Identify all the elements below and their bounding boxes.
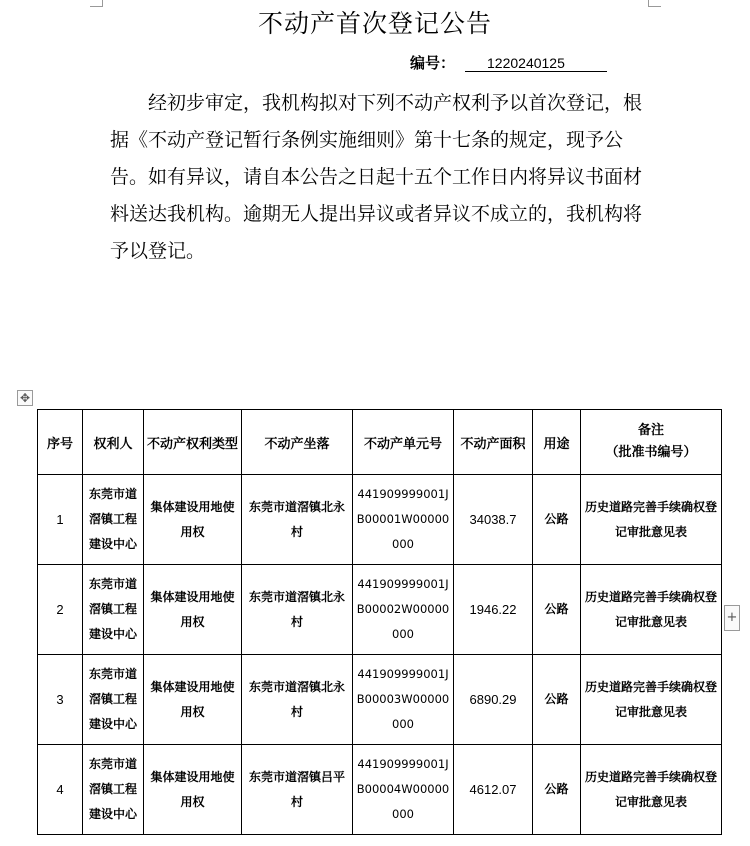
header-remark xyxy=(581,410,722,475)
header-area: 不动产面积 xyxy=(454,410,533,475)
number-label: 编号： xyxy=(410,54,456,72)
cell-right-type: 集体建设用地使用权 xyxy=(144,745,242,835)
number-value: 1220240125 xyxy=(465,55,607,72)
cell-area: 34038.7 xyxy=(454,475,533,565)
cell-remark: 历史道路完善手续确权登记审批意见表 xyxy=(581,475,722,565)
cell-seq: 2 xyxy=(38,565,83,655)
header-seq: 序号 xyxy=(38,410,83,475)
table-header-row xyxy=(38,410,722,475)
cell-location: 东莞市道滘镇吕平村 xyxy=(242,745,353,835)
table-row xyxy=(38,475,722,565)
cell-owner: 东莞市道滘镇工程建设中心 xyxy=(83,475,144,565)
announcement-body: 经初步审定，我机构拟对下列不动产权利予以首次登记，根据《不动产登记暂行条例实施细则》第十七条的规定，现予公告。如有异议，请自本公告之日起十五个工作日内将异议书面材料送达我机构。逾期无人提出异议或者异议不成立的，我机构将予以登记。 xyxy=(110,92,643,262)
table-row xyxy=(38,565,722,655)
cell-area: 4612.07 xyxy=(454,745,533,835)
announcement-number xyxy=(410,52,607,73)
cell-remark: 历史道路完善手续确权登记审批意见表 xyxy=(581,655,722,745)
cell-unit-no: 441909999001JB00004W00000000 xyxy=(353,745,454,835)
cell-location: 东莞市道滘镇北永村 xyxy=(242,475,353,565)
cell-owner: 东莞市道滘镇工程建设中心 xyxy=(83,565,144,655)
cell-area: 6890.29 xyxy=(454,655,533,745)
cell-unit-no: 441909999001JB00001W00000000 xyxy=(353,475,454,565)
cell-seq: 4 xyxy=(38,745,83,835)
cell-usage: 公路 xyxy=(533,745,581,835)
move-arrows-icon[interactable]: ✥ xyxy=(17,390,33,406)
cell-unit-no: 441909999001JB00002W00000000 xyxy=(353,565,454,655)
plus-icon[interactable]: + xyxy=(724,605,740,631)
cell-seq: 1 xyxy=(38,475,83,565)
cell-remark: 历史道路完善手续确权登记审批意见表 xyxy=(581,745,722,835)
header-remark-line2: （批准书编号） xyxy=(605,445,697,460)
registration-table xyxy=(37,409,722,835)
cell-location: 东莞市道滘镇北永村 xyxy=(242,565,353,655)
cell-right-type: 集体建设用地使用权 xyxy=(144,655,242,745)
cell-usage: 公路 xyxy=(533,475,581,565)
cell-usage: 公路 xyxy=(533,655,581,745)
table-row xyxy=(38,745,722,835)
page-title: 不动产首次登记公告 xyxy=(257,9,492,38)
header-usage: 用途 xyxy=(533,410,581,475)
cell-remark: 历史道路完善手续确权登记审批意见表 xyxy=(581,565,722,655)
cell-usage: 公路 xyxy=(533,565,581,655)
cell-right-type: 集体建设用地使用权 xyxy=(144,475,242,565)
cell-right-type: 集体建设用地使用权 xyxy=(144,565,242,655)
header-owner: 权利人 xyxy=(83,410,144,475)
cell-location: 东莞市道滘镇北永村 xyxy=(242,655,353,745)
cell-area: 1946.22 xyxy=(454,565,533,655)
header-unit-no: 不动产单元号 xyxy=(353,410,454,475)
table-row xyxy=(38,655,722,745)
cell-owner: 东莞市道滘镇工程建设中心 xyxy=(83,655,144,745)
header-location: 不动产坐落 xyxy=(242,410,353,475)
header-remark-line1: 备注 xyxy=(637,423,664,438)
cell-seq: 3 xyxy=(38,655,83,745)
header-right-type: 不动产权利类型 xyxy=(144,410,242,475)
cell-unit-no: 441909999001JB00003W00000000 xyxy=(353,655,454,745)
cell-owner: 东莞市道滘镇工程建设中心 xyxy=(83,745,144,835)
